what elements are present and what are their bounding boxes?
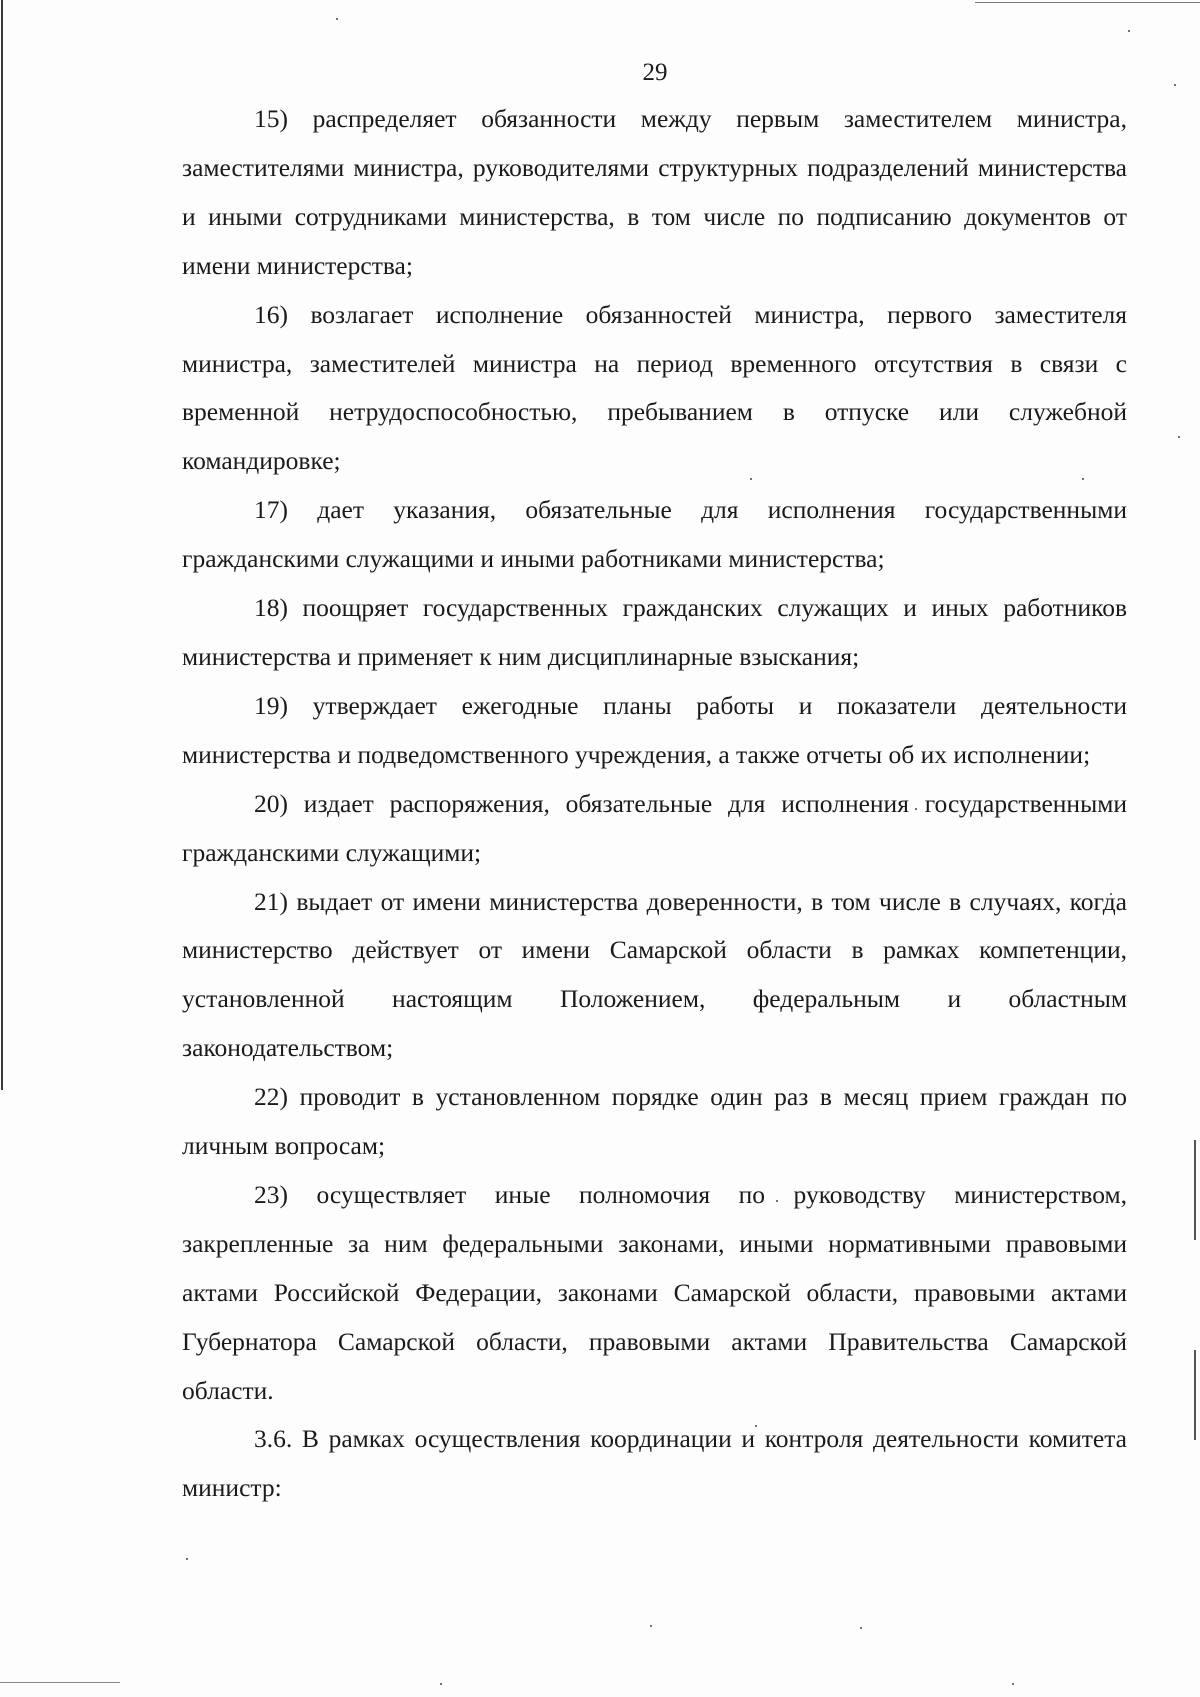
scan-speck: [650, 1625, 652, 1627]
paragraph-item-22: 22) проводит в установленном порядке один раз в месяц прием граждан по личным вопросам;: [182, 1082, 1127, 1161]
paragraph-item-19: 19) утверждает ежегодные планы работы и показатели деятельности министерства и подведомственного учреждения, а также отчеты об их исполнении;: [182, 690, 1127, 769]
paragraph-item-16: 16) возлагает исполнение обязанностей министра, первого заместителя министра, заместителей министра на период временного отсутствия в связи с временной нетрудоспособностью, пребыванием в отпуске или служебной командировке;: [182, 299, 1127, 476]
page-number: 29: [642, 59, 668, 86]
document-body: [182, 95, 1127, 1513]
scan-speck: [860, 1627, 862, 1629]
paragraph-item-21: 21) выдает от имени министерства доверенности, в том числе в случаях, когда министерство действует от имени Самарской области в рамках компетенции, установленной настоящим Положением, федеральным и областным законодательством;: [182, 886, 1127, 1063]
scan-right-edge-mark: [1194, 1350, 1196, 1440]
scan-speck: [440, 1683, 442, 1685]
scan-speck: [1012, 1683, 1014, 1685]
paragraph-item-18: 18) поощряет государственных гражданских служащих и иных работников министерства и применяет к ним дисциплинарные взыскания;: [182, 593, 1127, 671]
paragraph-item-15: 15) распределяет обязанности между первым заместителем министра, заместителями министра, руководителями структурных подразделений министерства и иными сотрудниками министерства, в том числе по подписанию документов от имени министерства;: [182, 104, 1127, 280]
paragraph-item-20: 20) издает распоряжения, обязательные для исполнения государственными гражданскими служащими;: [182, 788, 1127, 867]
scan-speck: [186, 1558, 188, 1560]
scan-speck: [336, 18, 338, 20]
scan-left-edge: [1, 0, 3, 1090]
paragraph-item-23: 23) осуществляет иные полномочия по руководству министерством, закрепленные за ним федеральными законами, иными нормативными правовыми актами Российской Федерации, законами Самарской области, правовыми актами Губернатора Самарской области, правовыми актами Правительства Самарской области.: [182, 1179, 1127, 1405]
paragraph-section-3-6: 3.6. В рамках осуществления координации и контроля деятельности комитета министр:: [182, 1424, 1127, 1503]
scan-top-edge: [975, 2, 1200, 3]
scan-bottom-edge: [0, 1682, 120, 1683]
scan-speck: [1178, 436, 1180, 438]
scan-right-edge-mark: [1194, 1140, 1196, 1240]
scan-speck: [1128, 30, 1130, 32]
paragraph-item-17: 17) дает указания, обязательные для исполнения государственными гражданскими служащими и иными работниками министерства;: [182, 495, 1127, 574]
